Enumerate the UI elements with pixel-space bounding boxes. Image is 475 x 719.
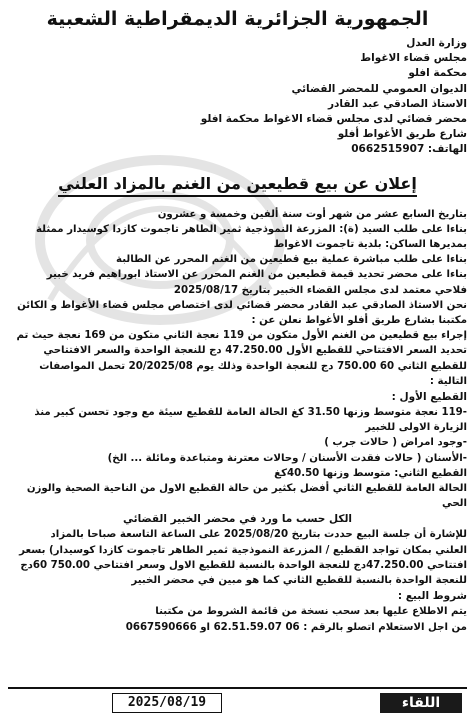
auction-line: للإشارة أن جلسة البيع حددت بتاريخ 2025/08/20 على الساعة التاسعة صباحا بالمزاد [50, 529, 467, 541]
lot1-heading: القطيع الأول : [391, 391, 467, 404]
council-line: مجلس قضاء الاغواط [360, 52, 467, 65]
intro-line: إجراء بيع قطيعين من الغنم الأول متكون من 119 نعجة الثاني متكون من 169 نعجة حيث تم [16, 330, 467, 342]
bailiff-title-line: محضر قضائي لدى مجلس قضاء الاغواط محكمة افلو [200, 113, 467, 126]
intro-line: التالية : [429, 375, 467, 387]
auction-details [8, 527, 467, 588]
auction-line: افتتاحي 47.250.00دج للنعجة الواحدة بالنسبة للقطيع الاول وسعر افتتاحي 750.00 60دج [20, 559, 467, 571]
intro-line: بناءا على طلب السيد (ة): المزرعة النموذجية ثمير الطاهر تاجموت كازدا كوسيدار ممثلة [35, 223, 467, 235]
newspaper-name: اللقاء [380, 693, 462, 713]
intro-line: نحن الاستاذ الصادقي عبد القادر محضر قضائي لدى اختصاص مجلس قضاء الأغواط و الكائن [17, 299, 467, 311]
lot-details [8, 405, 467, 511]
ministry-line: وزارة العدل [406, 37, 467, 49]
notice-title: إعلان عن بيع قطيعين من الغنم بالمزاد العلني [58, 174, 417, 197]
intro-line: بتاريخ السابع عشر من شهر أوت سنة ألفين وخمسة و عشرون [157, 208, 467, 220]
intro-line: بمديرها الساكن: بلدية تاجموت الاغواط [273, 239, 467, 251]
footer-divider [8, 687, 467, 689]
intro-line: تحديد السعر الافتتاحي للقطيع الأول 47.250.00 دج للنعجة الواحدة والسعر الافتتاحي [43, 345, 467, 357]
phone-line: الهاتف: 0662515907 [351, 143, 467, 156]
lot-line: الحي [442, 498, 467, 510]
address-line: شارع طريق الأغواط أفلو [337, 128, 467, 141]
conditions-heading: شروط البيع : [397, 590, 467, 603]
lot-line: -وجود امراض ( حالات جرب ) [324, 437, 467, 449]
republic-heading: الجمهورية الجزائرية الديمقراطية الشعبية [46, 8, 429, 30]
notice-intro [8, 207, 467, 389]
conditions-line: يتم الاطلاع عليها بعد سحب نسخة من قائمة الشروط من مكتبنا [155, 606, 467, 618]
intro-line: مكتبنا بشارع طريق أفلو الأغواط نعلن عن : [251, 315, 467, 327]
office-line: الديوان العمومي للمحضر القضائي [291, 82, 467, 95]
bailiff-name-line: الاستاذ الصادقي عبد القادر [327, 97, 467, 110]
lot-line: -119 نعجة متوسط وزنها 31.50 كغ الحالة العامة للقطيع سيئة مع وجود تحسن كبير منذ [34, 407, 467, 419]
lot-line: -الأسنان ( حالات فقدت الأسنان / وحالات معترنة ومتباعدة ومائلة ... الخ) [107, 452, 467, 464]
issuer-block [8, 36, 467, 158]
auction-line: للنعجة الواحدة بالنسبة للقطيع الثاني كما هو مبين في محضر الخبير [131, 575, 467, 587]
contact-line: من اجل الاستعلام اتصلو بالرقم : 06 62.51.59.07 او 0667590666 [125, 621, 467, 633]
publication-date: 2025/08/19 [112, 693, 222, 713]
intro-line: للقطيع الثاني 60 750.00 دج للنعجة الواحدة وذلك يوم 20/2025/08 تحمل المواصفات [39, 360, 467, 372]
auction-line: العلني بمكان تواجد القطيع / المزرعة النموذجية ثمير الطاهر تاجموت كازدا كوسيدار) بسعر [19, 544, 467, 556]
court-line: محكمة افلو [408, 67, 467, 80]
lot-line: الزيارة الاولى للخبير [365, 422, 467, 434]
footer-bar [0, 683, 475, 719]
conditions-details [8, 604, 467, 634]
lot-line: القطيع الثاني: متوسط وزنها 40.50كغ [274, 467, 467, 479]
intro-line: بناءا على طلب مباشرة عملية بيع قطيعين من الغنم المحرر عن الطالبة [116, 254, 467, 266]
intro-line: فلاحي معتمد لدى مجلس القضاء الخبير بتاريخ 2025/08/17 [173, 284, 467, 296]
lot-line: الحالة العامة للقطيع الثاني أفضل بكثير من حالة القطيع الاول من الناحية الصحية والوزن [26, 483, 467, 495]
intro-line: بناءا على محضر تحديد قيمة قطيعين من الغنم المحرر عن الاستاذ ابوراهيم فريد خبير [46, 269, 467, 281]
expert-note: الكل حسب ما ورد في محضر الخبير القضائي [123, 513, 352, 526]
